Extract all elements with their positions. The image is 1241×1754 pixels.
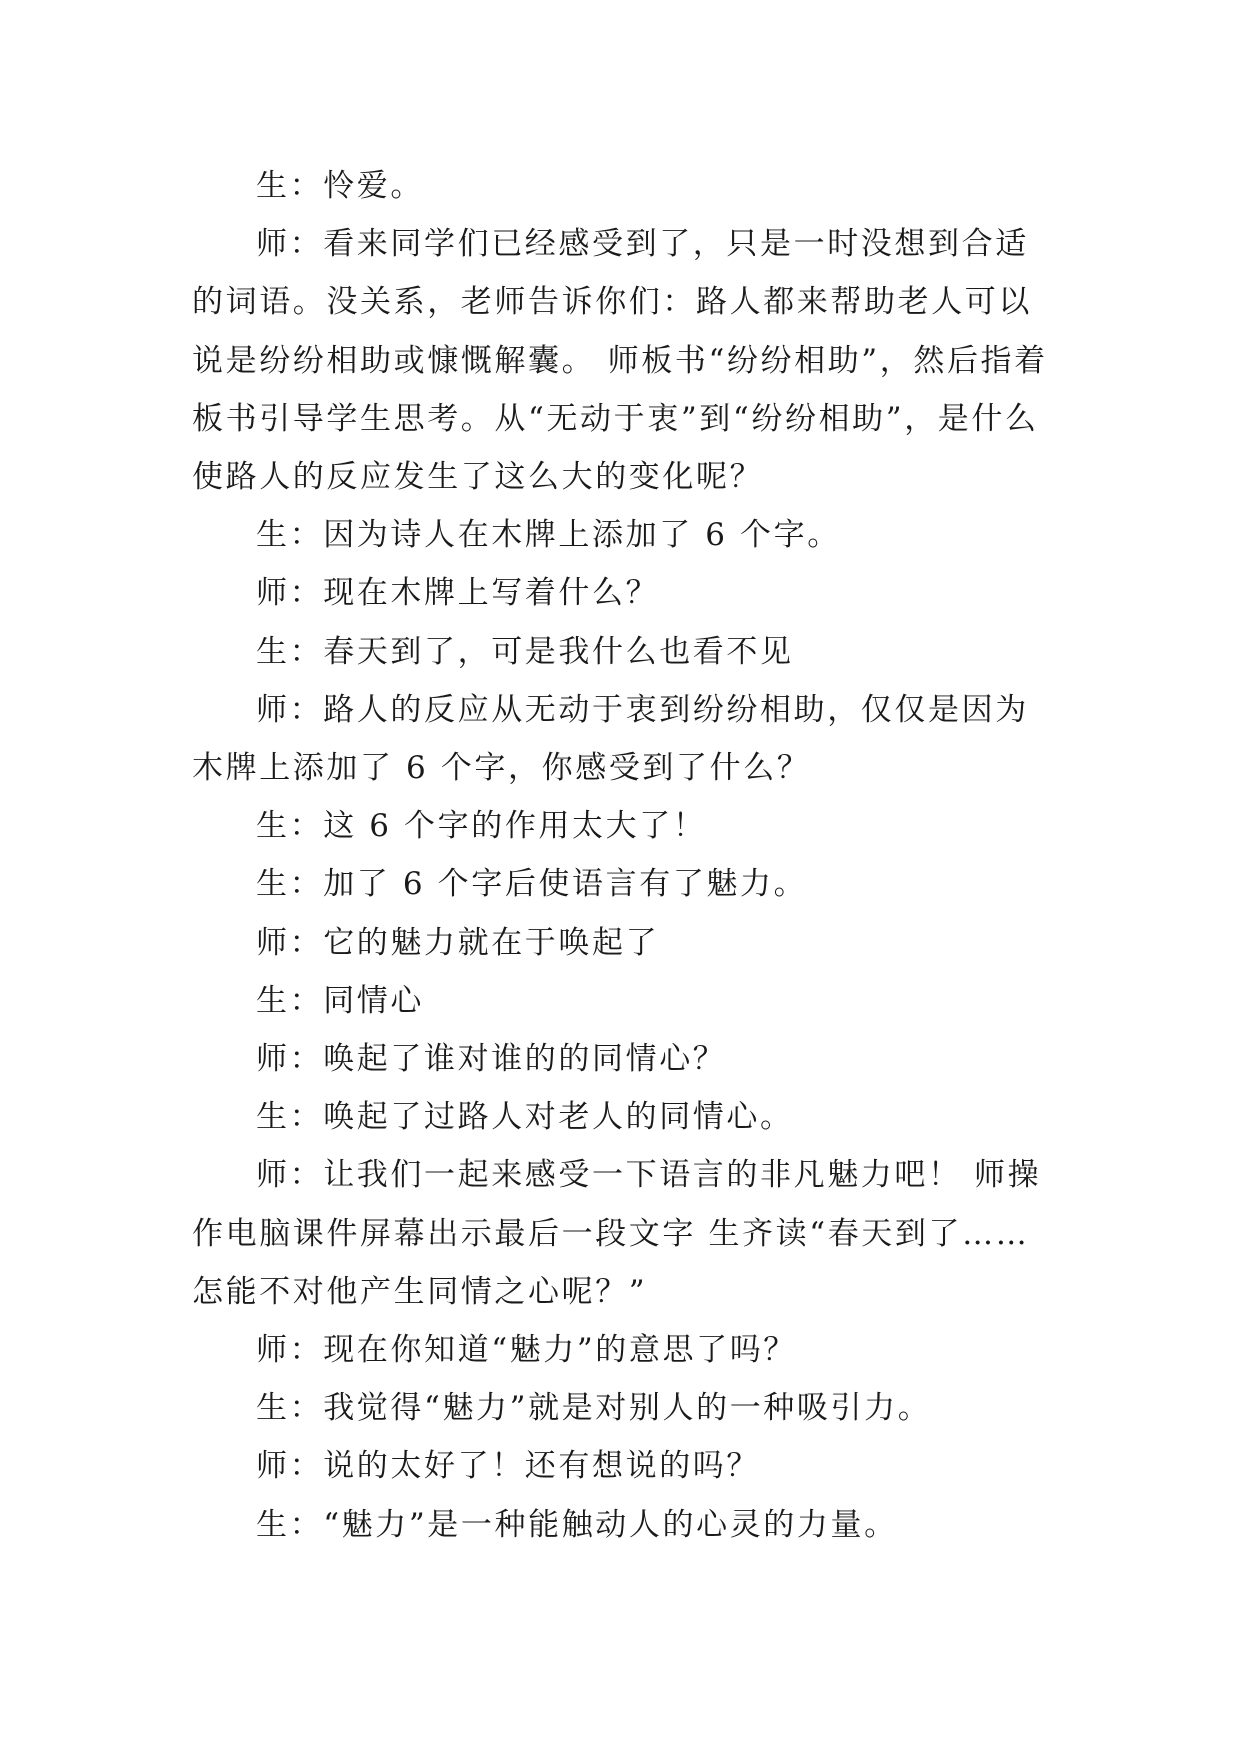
dialogue-paragraph: 生：唤起了过路人对老人的同情心。	[256, 1099, 794, 1136]
document-body	[192, 157, 1060, 1554]
dialogue-paragraph: 生：怜爱。	[256, 168, 424, 204]
dialogue-paragraph: 师：它的魅力就在于唤起了	[256, 924, 660, 961]
dialogue-paragraph: 生：因为诗人在木牌上添加了 6 个字。	[256, 517, 841, 554]
dialogue-paragraph: 生：这 6 个字的作用太大了！	[256, 808, 707, 845]
dialogue-paragraph: 生：同情心	[256, 982, 424, 1019]
dialogue-paragraph: 师：现在你知道“魅力”的意思了吗？	[256, 1332, 797, 1369]
dialogue-paragraph: 师：让我们一起来感受一下语言的非凡魅力吧！ 师操作电脑课件屏幕出示最后一段文字 生齐读“春天到了……怎能不对他产生同情之心呢？”	[192, 1157, 1042, 1310]
dialogue-paragraph: 师：唤起了谁对谁的的同情心？	[256, 1041, 727, 1078]
dialogue-paragraph: 师：说的太好了！还有想说的吗？	[256, 1448, 760, 1485]
dialogue-paragraph: 生：加了 6 个字后使语言有了魅力。	[256, 866, 808, 903]
dialogue-paragraph: 生：我觉得“魅力”就是对别人的一种吸引力。	[256, 1390, 932, 1427]
dialogue-paragraph: 师：看来同学们已经感受到了，只是一时没想到合适的词语。没关系，老师告诉你们：路人都来帮助老人可以说是纷纷相助或慷慨解囊。 师板书“纷纷相助”，然后指着板书引导学生思考。从“无动于衷”到“纷纷相助”，是什么使路人的反应发生了这么大的变化呢？	[192, 226, 1048, 496]
dialogue-paragraph: 师：现在木牌上写着什么？	[256, 575, 660, 612]
dialogue-paragraph: 师：路人的反应从无动于衷到纷纷相助，仅仅是因为木牌上添加了 6 个字，你感受到了什么？	[192, 691, 1029, 787]
dialogue-paragraph: 生：“魅力”是一种能触动人的心灵的力量。	[256, 1506, 898, 1543]
dialogue-paragraph: 生：春天到了，可是我什么也看不见	[256, 633, 794, 670]
